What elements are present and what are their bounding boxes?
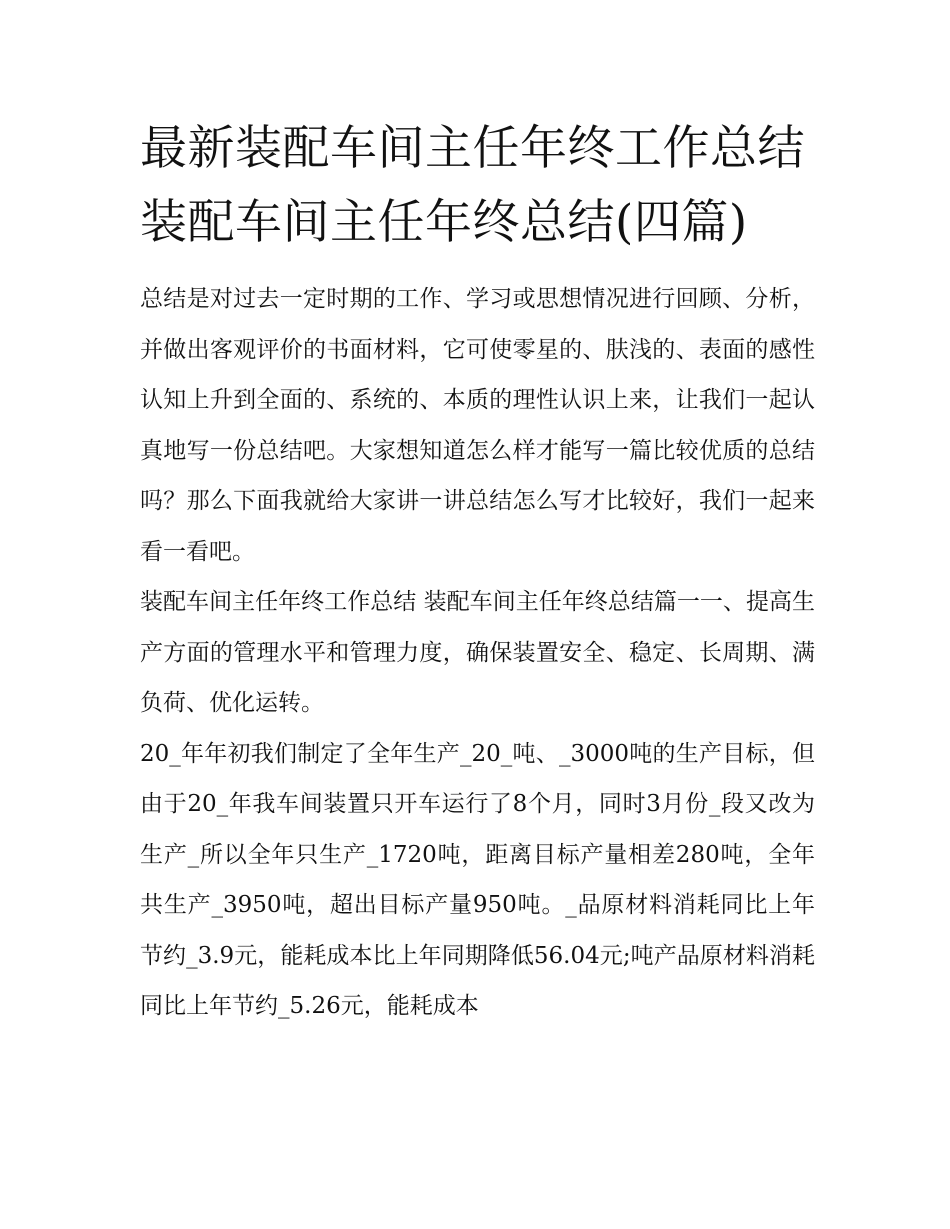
document-page xyxy=(140,112,815,1032)
document-title: 最新装配车间主任年终工作总结 装配车间主任年终总结(四篇) xyxy=(140,121,805,250)
intro-paragraph: 总结是对过去一定时期的工作、学习或思想情况进行回顾、分析，并做出客观评价的书面材料，它可使零星的、肤浅的、表面的感性认知上升到全面的、系统的、本质的理性认识上来，让我们一起认真地写一份总结吧。大家想知道怎么样才能写一篇比较优质的总结吗？那么下面我就给大家讲一讲总结怎么写才比较好，我们一起来看一看吧。 xyxy=(140,286,815,565)
section-heading-paragraph: 装配车间主任年终工作总结 装配车间主任年终总结篇一一、提高生产方面的管理水平和管理力度，确保装置安全、稳定、长周期、满负荷、优化运转。 xyxy=(140,589,815,716)
production-paragraph: 20_年年初我们制定了全年生产_20_吨、_3000吨的生产目标，但由于20_年我车间装置只开车运行了8个月，同时3月份_段又改为生产_所以全年只生产_1720吨，距离目标产量相差280吨，全年共生产_3950吨，超出目标产量950吨。_品原材料消耗同比上年节约_3.9元，能耗成本比上年同期降低56.04元;吨产品原材料消耗同比上年节约_5.26元，能耗成本 xyxy=(140,740,815,1019)
